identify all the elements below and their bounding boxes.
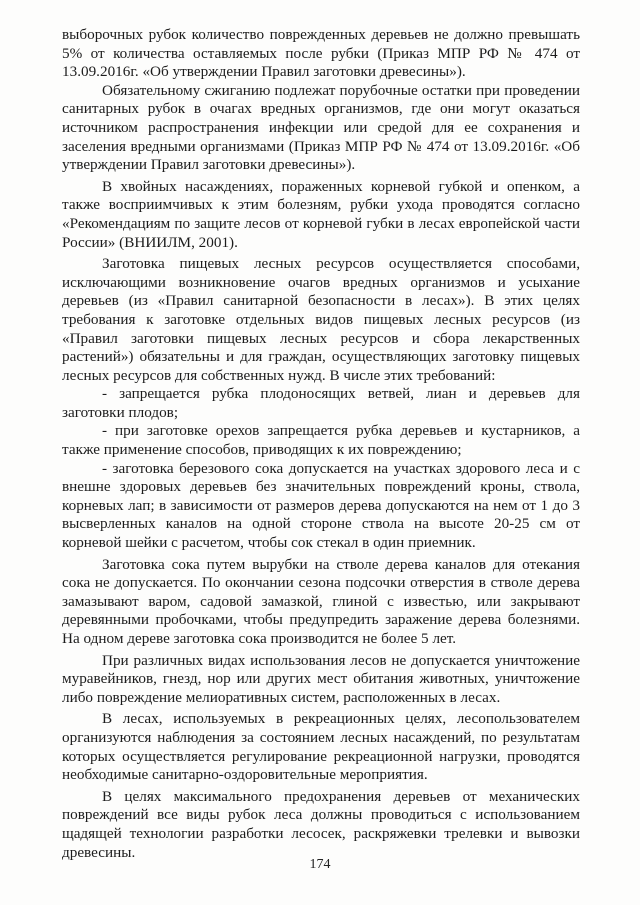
document-body — [62, 26, 580, 862]
paragraph-3: В хвойных насаждениях, пораженных корневой губкой и опенком, а также восприимчивых к этим болезням, рубки ухода проводятся согласно «Рекомендациям по защите лесов от корневой губки в лесах европейской части России» (ВНИИЛМ, 2001). — [62, 177, 580, 251]
paragraph-5: - запрещается рубка плодоносящих ветвей, лиан и деревьев для заготовки плодов; — [62, 385, 580, 421]
paragraph-11: В целях максимального предохранения деревьев от механических повреждений все виды рубок леса должны проводиться с использованием щадящей технологии разработки лесосек, раскряжевки трелевки и вывозки древесины. — [62, 787, 580, 861]
paragraph-4: Заготовка пищевых лесных ресурсов осуществляется способами, исключающими возникновение очагов вредных организмов и усыхание деревьев (из «Правил санитарной безопасности в лесах»). В этих целях требования к заготовке отдельных видов пищевых лесных ресурсов (из «Правил заготовки пищевых лесных ресурсов и сбора лекарственных растений») обязательны и для граждан, осуществляющих заготовку пищевых лесных ресурсов для собственных нужд. В числе этих требований: — [62, 255, 580, 384]
page-number: 174 — [309, 857, 331, 872]
paragraph-2: Обязательному сжиганию подлежат порубочные остатки при проведении санитарных рубок в очагах вредных организмов, где они могут оказаться источником распространения инфекции или средой для ее сохранения и заселения вредными организмами (Приказ МПР РФ № 474 от 13.09.2016г. «Об утверждении Правил заготовки древесины»). — [62, 81, 580, 174]
paragraph-10: В лесах, используемых в рекреационных целях, лесопользователем организуются наблюдения за состоянием лесных насаждений, по результатам которых осуществляется регулирование рекреационной нагрузки, проводятся необходимые санитарно-оздоровительные мероприятия. — [62, 710, 580, 784]
paragraph-8: Заготовка сока путем вырубки на стволе дерева каналов для отекания сока не допускается. По окончании сезона подсочки отверстия в стволе дерева замазывают варом, садовой замазкой, глиной с известью, или закрывают деревянными пробочками, чтобы предупредить заражение дерева болезнями. На одном дереве заготовка сока производится не более 5 лет. — [62, 555, 580, 647]
paragraph-9: При различных видах использования лесов не допускается уничтожение муравейников, гнезд, нор или других мест обитания животных, уничтожение либо повреждение мелиоративных систем, расположенных в лесах. — [62, 651, 580, 706]
paragraph-7: - заготовка березового сока допускается на участках здорового леса и с внешне здоровых деревьев без значительных повреждений кроны, ствола, корневых лап; в зависимости от размеров дерева допускаются на нем от 1 до 3 высверленных каналов на одной стороне ствола на высоте 20-25 см от корневой шейки с расчетом, чтобы сок стекал в один приемник. — [62, 459, 580, 552]
paragraph-6: - при заготовке орехов запрещается рубка деревьев и кустарников, а также применение способов, приводящих к их повреждению; — [62, 422, 580, 459]
paragraph-1: выборочных рубок количество поврежденных деревьев не должно превышать 5% от количества оставляемых после рубки (Приказ МПР РФ № 474 от 13.09.2016г. «Об утверждении Правил заготовки древесины»). — [62, 26, 580, 81]
